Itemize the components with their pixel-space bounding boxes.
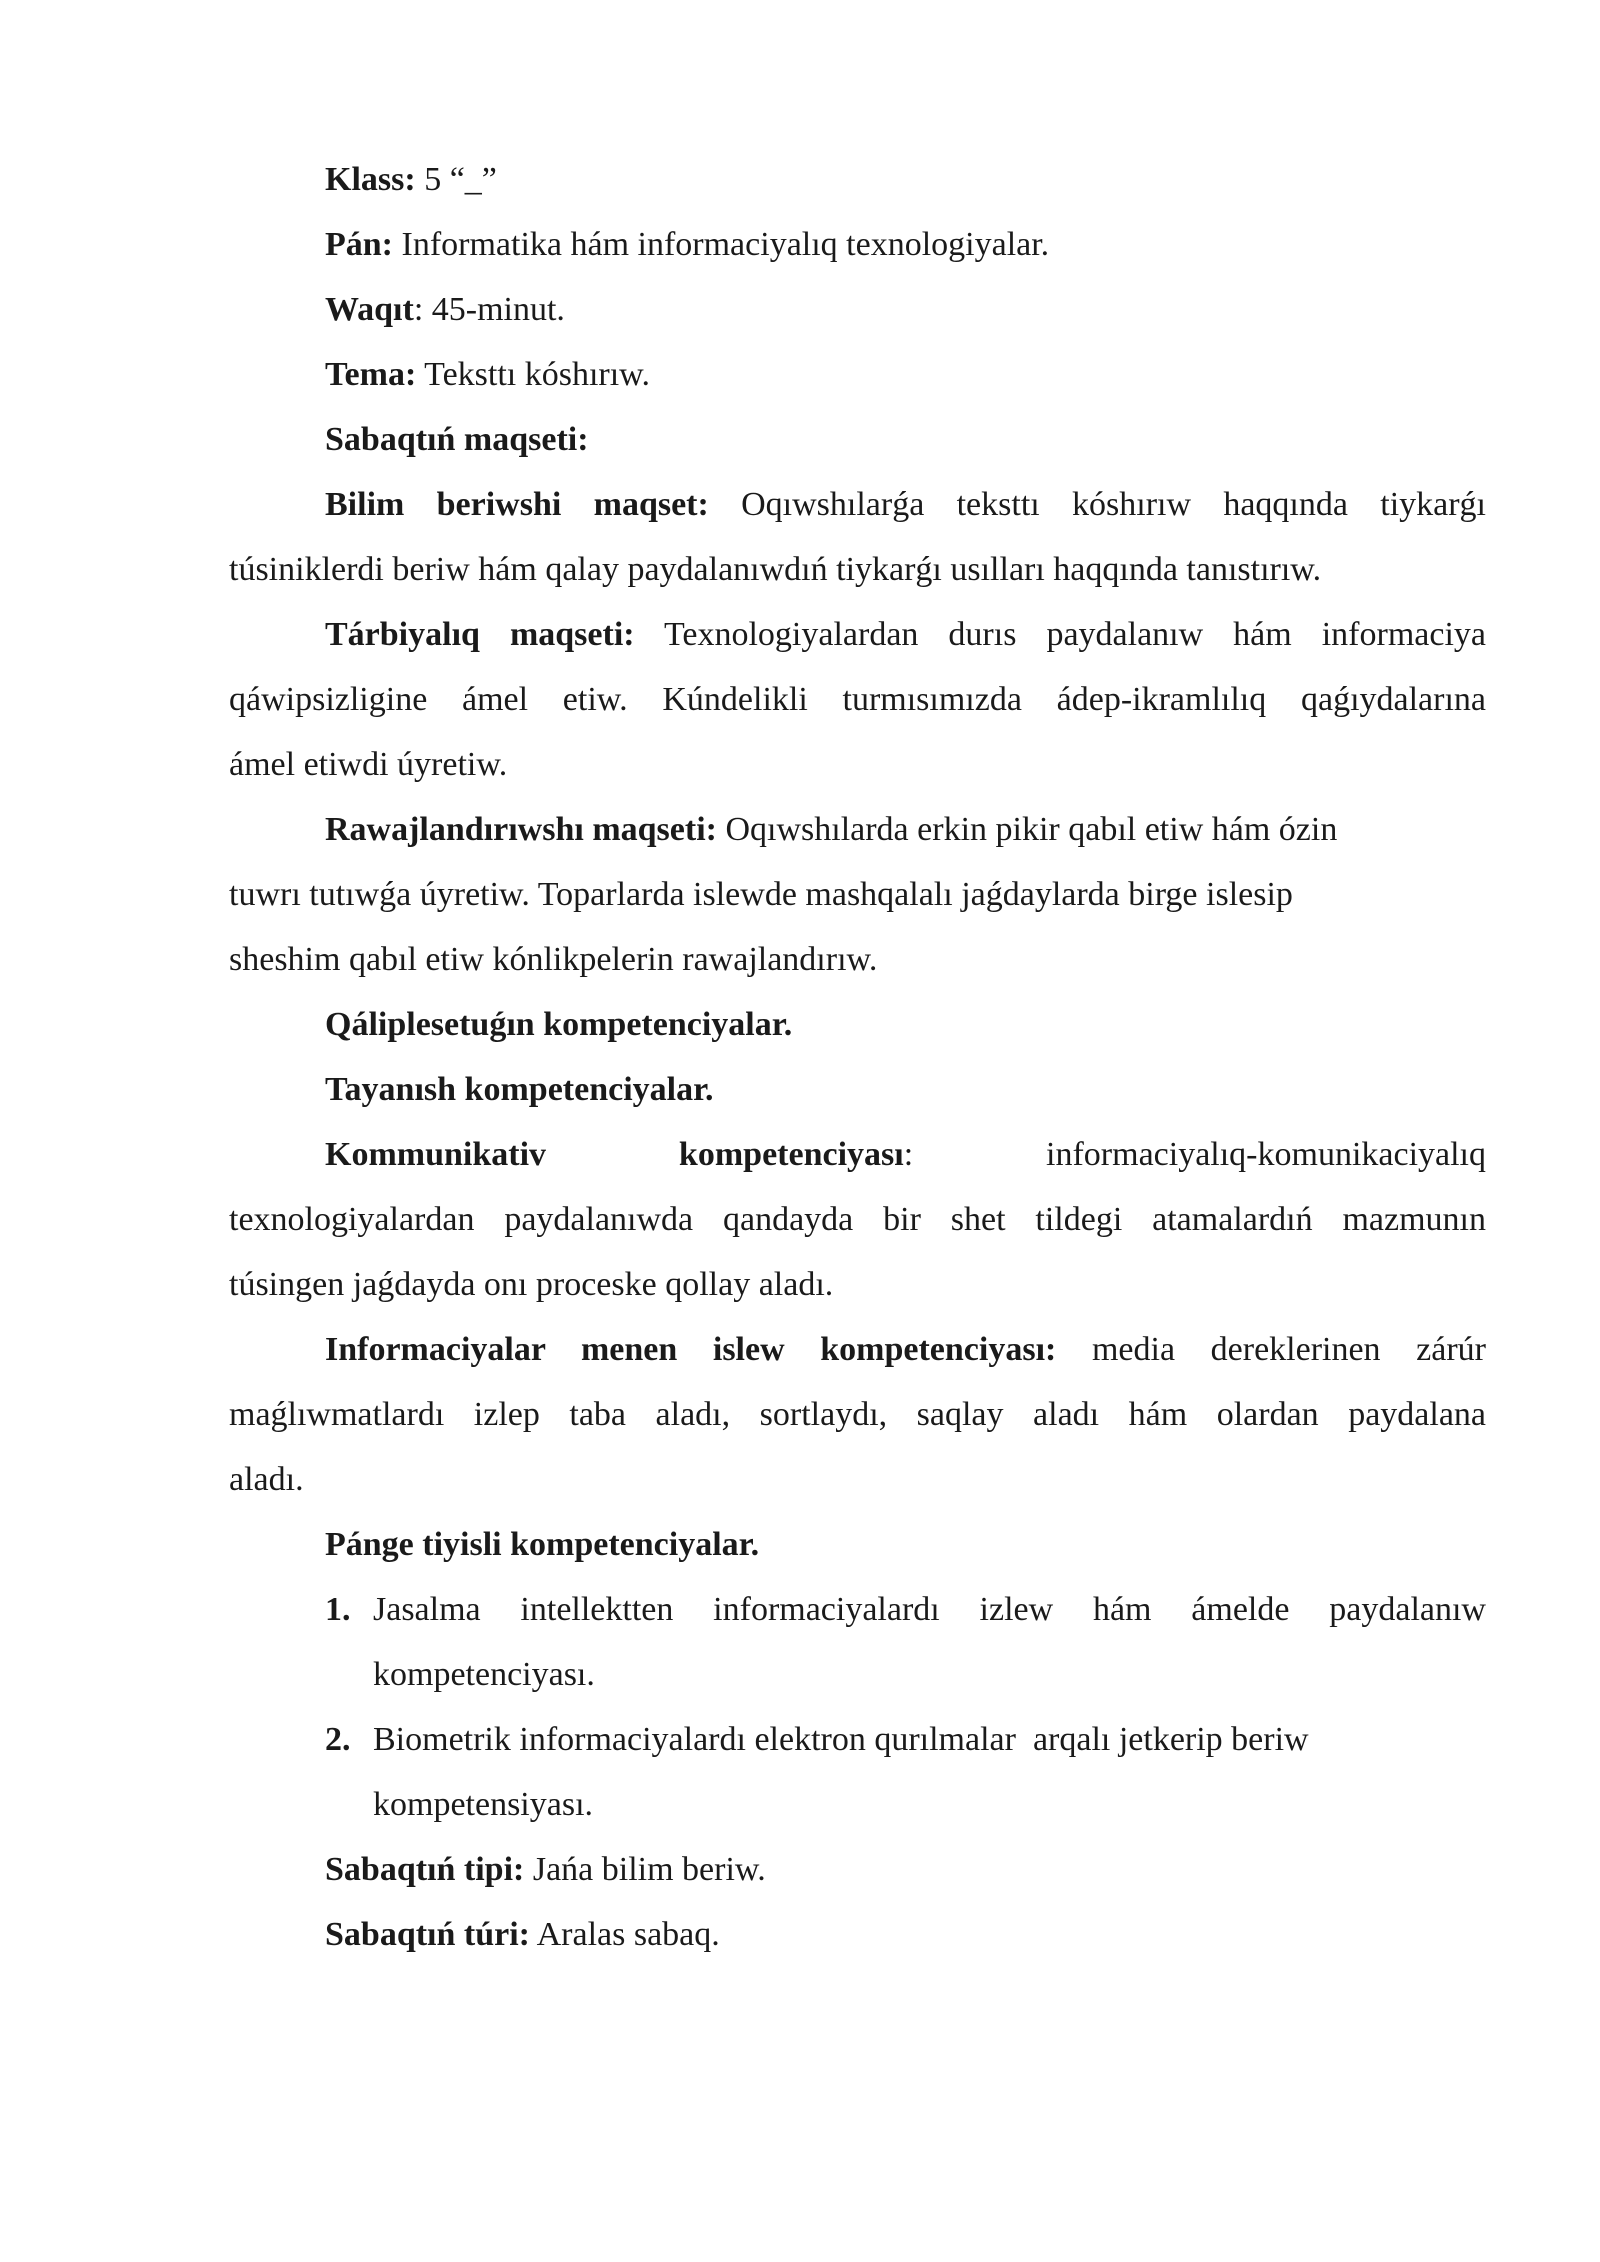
list-item-2-line-2 xyxy=(229,1772,1486,1837)
tema-value: Teksttı kóshırıw. xyxy=(416,356,651,393)
rawaj-text-2: tuwrı tutıwǵa úyretiw. Toparlarda islewde mashqalalı jaǵdaylarda birge islesip xyxy=(229,876,1293,913)
document-body xyxy=(229,147,1486,1967)
list-item-1-number: 1. xyxy=(325,1591,351,1628)
tipi-line xyxy=(229,1837,1486,1902)
qalip-label: Qáliplesetuǵın kompetenciyalar. xyxy=(325,1006,793,1043)
list-item-1-text-1: Jasalma intellektten informaciyalardı izlew hám ámelde paydalanıw xyxy=(373,1591,1486,1628)
klass-value: 5 “_” xyxy=(415,161,497,198)
kommun-text-3: túsingen jaǵdayda onı proceske qollay aladı. xyxy=(229,1266,834,1303)
inform-text-1: media dereklerinen zárúr xyxy=(1056,1331,1486,1368)
inform-text-2: maǵlıwmatlardı izlep taba aladı, sortlaydı, saqlay aladı hám olardan paydalana xyxy=(229,1396,1486,1433)
waqit-value: : 45-minut. xyxy=(413,291,565,328)
tarbiya-label: Tárbiyalıq maqseti: xyxy=(325,616,635,653)
kommun-label-2: kompetenciyası xyxy=(678,1136,904,1173)
list-item-2-text-1: Biometrik informaciyalardı elektron qurılmalar arqalı jetkerip beriw xyxy=(373,1721,1309,1758)
sabaq-maqseti-label: Sabaqtıń maqseti: xyxy=(325,421,589,458)
bilim-text-1: Oqıwshılarǵa teksttı kóshırıw haqqında tiykarǵı xyxy=(708,486,1487,523)
pange-label: Pánge tiyisli kompetenciyalar. xyxy=(325,1526,760,1563)
inform-line-2 xyxy=(229,1382,1486,1447)
bilim-line-1 xyxy=(229,472,1486,537)
pan-value: Informatika hám informaciyalıq texnologiyalar. xyxy=(393,226,1050,263)
rawaj-line-2 xyxy=(229,862,1486,927)
list-item-2-line-1 xyxy=(229,1707,1486,1772)
tipi-value: Jańa bilim beriw. xyxy=(524,1851,766,1888)
bilim-text-2: túsiniklerdi beriw hám qalay paydalanıwdıń tiykarǵı usılları haqqında tanıstırıw. xyxy=(229,551,1322,588)
list-item-1-text-2: kompetenciyası. xyxy=(373,1656,595,1693)
list-item-1-line-2 xyxy=(229,1642,1486,1707)
inform-line-1 xyxy=(229,1317,1486,1382)
kommun-text-1: informaciyalıq-komunikaciyalıq xyxy=(1046,1136,1487,1173)
pan-line xyxy=(229,212,1486,277)
tarbiya-text-3: ámel etiwdi úyretiw. xyxy=(229,746,508,783)
tarbiya-line-3 xyxy=(229,732,1486,797)
tema-label: Tema: xyxy=(325,356,417,393)
tarbiya-line-2 xyxy=(229,667,1486,732)
klass-line xyxy=(229,147,1486,212)
waqit-label: Waqıt xyxy=(325,291,414,328)
list-item-2-number: 2. xyxy=(325,1721,351,1758)
pange-heading xyxy=(229,1512,1486,1577)
tarbiya-text-1: Texnologiyalardan durıs paydalanıw hám informaciya xyxy=(634,616,1486,653)
inform-label: Informaciyalar menen islew kompetenciyası: xyxy=(325,1331,1057,1368)
kommun-line-3 xyxy=(229,1252,1486,1317)
kommun-line-1 xyxy=(229,1122,1486,1187)
tipi-label: Sabaqtıń tipi: xyxy=(325,1851,525,1888)
bilim-line-2 xyxy=(229,537,1486,602)
kommun-label-1: Kommunikativ xyxy=(325,1136,547,1173)
inform-line-3 xyxy=(229,1447,1486,1512)
kommun-text-2: texnologiyalardan paydalanıwda qandayda bir shet tildegi atamalardıń mazmunın xyxy=(229,1201,1486,1238)
sabaq-maqseti-heading xyxy=(229,407,1486,472)
rawaj-text-1: Oqıwshılarda erkin pikir qabıl etiw hám ózin xyxy=(716,811,1338,848)
qalip-heading xyxy=(229,992,1486,1057)
bilim-label: Bilim beriwshi maqset: xyxy=(325,486,709,523)
tayanish-label: Tayanısh kompetenciyalar. xyxy=(325,1071,714,1108)
rawaj-line-1 xyxy=(229,797,1486,862)
list-item-2-text-2: kompetensiyası. xyxy=(373,1786,594,1823)
klass-label: Klass: xyxy=(325,161,416,198)
pan-label: Pán: xyxy=(325,226,393,263)
inform-text-3: aladı. xyxy=(229,1461,304,1498)
tayanish-heading xyxy=(229,1057,1486,1122)
tema-line xyxy=(229,342,1486,407)
list-item-1-line-1 xyxy=(229,1577,1486,1642)
rawaj-line-3 xyxy=(229,927,1486,992)
rawaj-text-3: sheshim qabıl etiw kónlikpelerin rawajlandırıw. xyxy=(229,941,878,978)
tarbiya-text-2: qáwipsizligine ámel etiw. Kúndelikli turmısımızda ádep-ikramlılıq qaǵıydalarına xyxy=(229,681,1486,718)
turi-line xyxy=(229,1902,1486,1967)
kommun-colon: : xyxy=(903,1136,914,1173)
waqit-line xyxy=(229,277,1486,342)
turi-value: Aralas sabaq. xyxy=(530,1916,720,1953)
kommun-line-2 xyxy=(229,1187,1486,1252)
rawaj-label: Rawajlandırıwshı maqseti: xyxy=(325,811,717,848)
tarbiya-line-1 xyxy=(229,602,1486,667)
turi-label: Sabaqtıń túri: xyxy=(325,1916,530,1953)
